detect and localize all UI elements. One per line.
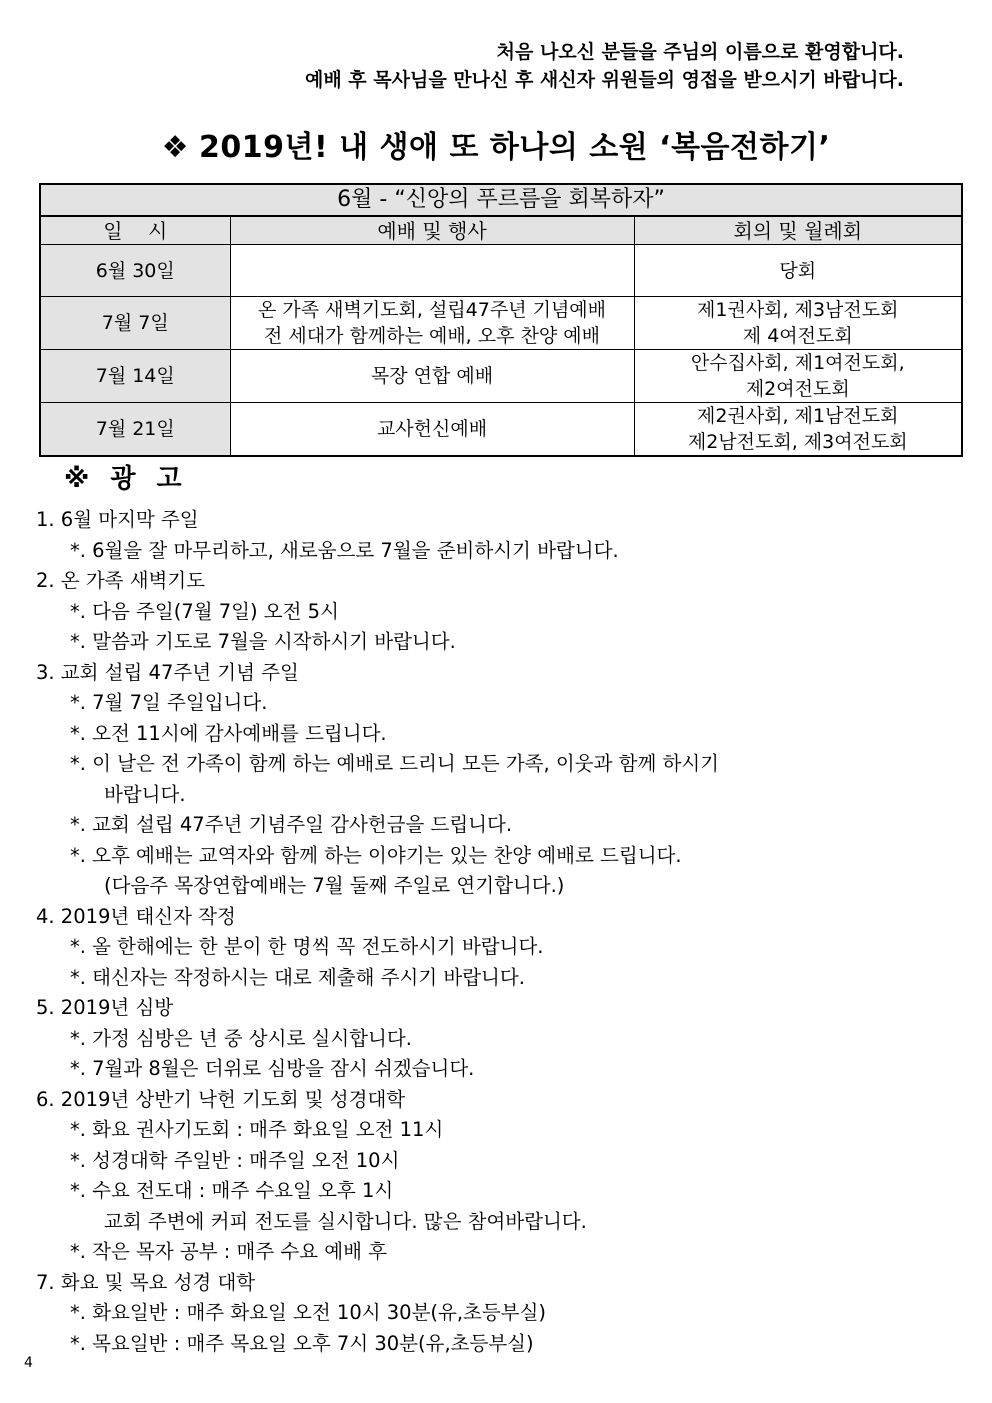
page-number: 4 bbox=[24, 1355, 33, 1371]
announcement-continuation: 바랍니다. bbox=[104, 782, 186, 806]
announcement-item: 1. 6월 마지막 주일 bbox=[36, 508, 199, 531]
announcement-detail: *. 7월과 8월은 더위로 심방을 잠시 쉬겠습니다. bbox=[70, 1057, 475, 1080]
row-meeting bbox=[634, 245, 962, 297]
announcement-detail: *. 올 한해에는 한 분이 한 명씩 꼭 전도하시기 바랍니다. bbox=[70, 935, 544, 958]
header-worship: 예배 및 행사 bbox=[230, 216, 634, 245]
schedule-table bbox=[39, 183, 963, 457]
announcement-item: 3. 교회 설립 47주년 기념 주일 bbox=[36, 660, 299, 684]
header-date: 일 시 bbox=[40, 216, 230, 245]
announcement-detail: *. 말씀과 기도로 7월을 시작하시기 바랍니다. bbox=[70, 630, 456, 653]
announcement-detail: *. 7월 7일 주일입니다. bbox=[70, 691, 268, 714]
worship-line-1: 목장 연합 예배 bbox=[370, 365, 494, 387]
table-row bbox=[40, 350, 962, 403]
meeting-line-1: 제2권사회, 제1남전도회 bbox=[697, 405, 899, 427]
meeting-line-1: 제1권사회, 제3남전도회 bbox=[697, 299, 899, 321]
row-meeting bbox=[634, 297, 962, 350]
row-worship bbox=[230, 403, 634, 457]
announcement-detail: *. 작은 목자 공부 : 매주 수요 예배 후 bbox=[70, 1240, 387, 1263]
diamond-bullet-icon: ❖ bbox=[161, 130, 190, 165]
announcement-detail: *. 가정 심방은 년 중 상시로 실시합니다. bbox=[70, 1026, 412, 1050]
welcome-message bbox=[305, 38, 904, 94]
announcement-detail: *. 교회 설립 47주년 기념주일 감사헌금을 드립니다. bbox=[70, 813, 513, 836]
announcement-detail: *. 오후 예배는 교역자와 함께 하는 이야기는 있는 찬양 예배로 드립니다. bbox=[70, 843, 682, 867]
worship-line-1: 온 가족 새벽기도회, 설립47주년 기념예배 bbox=[257, 299, 607, 321]
row-date: 7월 7일 bbox=[40, 297, 230, 350]
row-worship bbox=[230, 245, 634, 297]
announcement-item: 7. 화요 및 목요 성경 대학 bbox=[36, 1270, 256, 1294]
row-date: 7월 14일 bbox=[40, 350, 230, 403]
table-row bbox=[40, 403, 962, 457]
announcement-continuation: (다음주 목장연합예배는 7월 둘째 주일로 연기합니다.) bbox=[104, 874, 565, 897]
monthly-theme: 6월 - “신앙의 푸르름을 회복하자” bbox=[40, 184, 962, 216]
announcement-detail: *. 수요 전도대 : 매주 수요일 오후 1시 bbox=[70, 1179, 394, 1202]
announcements-list bbox=[36, 505, 966, 1359]
announcement-detail: *. 오전 11시에 감사예배를 드립니다. bbox=[70, 721, 387, 745]
announcements-heading: ※ 광 고 bbox=[64, 464, 188, 494]
announcement-detail: *. 다음 주일(7월 7일) 오전 5시 bbox=[70, 599, 339, 623]
row-meeting bbox=[634, 403, 962, 457]
announcement-item: 2. 온 가족 새벽기도 bbox=[36, 569, 206, 592]
announcement-detail: *. 성경대학 주일반 : 매주일 오전 10시 bbox=[70, 1148, 400, 1172]
row-date: 7월 21일 bbox=[40, 403, 230, 457]
meeting-line-1: 안수집사회, 제1여전도회, bbox=[690, 352, 905, 374]
welcome-line-2: 예배 후 목사님을 만나신 후 새신자 위원들의 영접을 받으시기 바랍니다. bbox=[304, 69, 904, 91]
meeting-line-2: 제2남전도회, 제3여전도회 bbox=[687, 431, 908, 453]
announcement-detail: *. 화요 권사기도회 : 매주 화요일 오전 11시 bbox=[70, 1118, 444, 1141]
row-meeting bbox=[634, 350, 962, 403]
announcement-item: 4. 2019년 태신자 작정 bbox=[36, 904, 236, 928]
welcome-line-1: 처음 나오신 분들을 주님의 이름으로 환영합니다. bbox=[496, 41, 904, 63]
row-worship bbox=[230, 350, 634, 403]
announcement-continuation: 교회 주변에 커피 전도를 실시합니다. 많은 참여바랍니다. bbox=[104, 1209, 587, 1233]
page-title-text: 2019년! 내 생애 또 하나의 소원 ‘복음전하기’ bbox=[199, 130, 831, 165]
announcement-detail: *. 목요일반 : 매주 목요일 오후 7시 30분(유,초등부실) bbox=[70, 1331, 534, 1355]
row-worship bbox=[230, 297, 634, 350]
table-row bbox=[40, 245, 962, 297]
table-row bbox=[40, 297, 962, 350]
meeting-line-2: 제2여전도회 bbox=[745, 378, 850, 400]
header-meeting: 회의 및 월례회 bbox=[634, 216, 962, 245]
announcement-detail: *. 6월을 잘 마무리하고, 새로움으로 7월을 준비하시기 바랍니다. bbox=[70, 538, 619, 562]
row-date: 6월 30일 bbox=[40, 245, 230, 297]
worship-line-1: 교사헌신예배 bbox=[376, 418, 488, 440]
worship-line-2: 전 세대가 함께하는 예배, 오후 찬양 예배 bbox=[264, 325, 600, 347]
announcement-item: 6. 2019년 상반기 낙헌 기도회 및 성경대학 bbox=[36, 1087, 406, 1111]
announcement-item: 5. 2019년 심방 bbox=[36, 996, 174, 1019]
meeting-line-1: 당회 bbox=[779, 259, 817, 282]
meeting-line-2: 제 4여전도회 bbox=[742, 325, 853, 347]
page-title bbox=[0, 122, 992, 166]
announcement-detail: *. 태신자는 작정하시는 대로 제출해 주시기 바랍니다. bbox=[70, 965, 525, 989]
announcement-detail: *. 이 날은 전 가족이 함께 하는 예배로 드리니 모든 가족, 이웃과 함께 하시기 bbox=[70, 752, 720, 775]
announcement-detail: *. 화요일반 : 매주 화요일 오전 10시 30분(유,초등부실) bbox=[70, 1301, 547, 1324]
